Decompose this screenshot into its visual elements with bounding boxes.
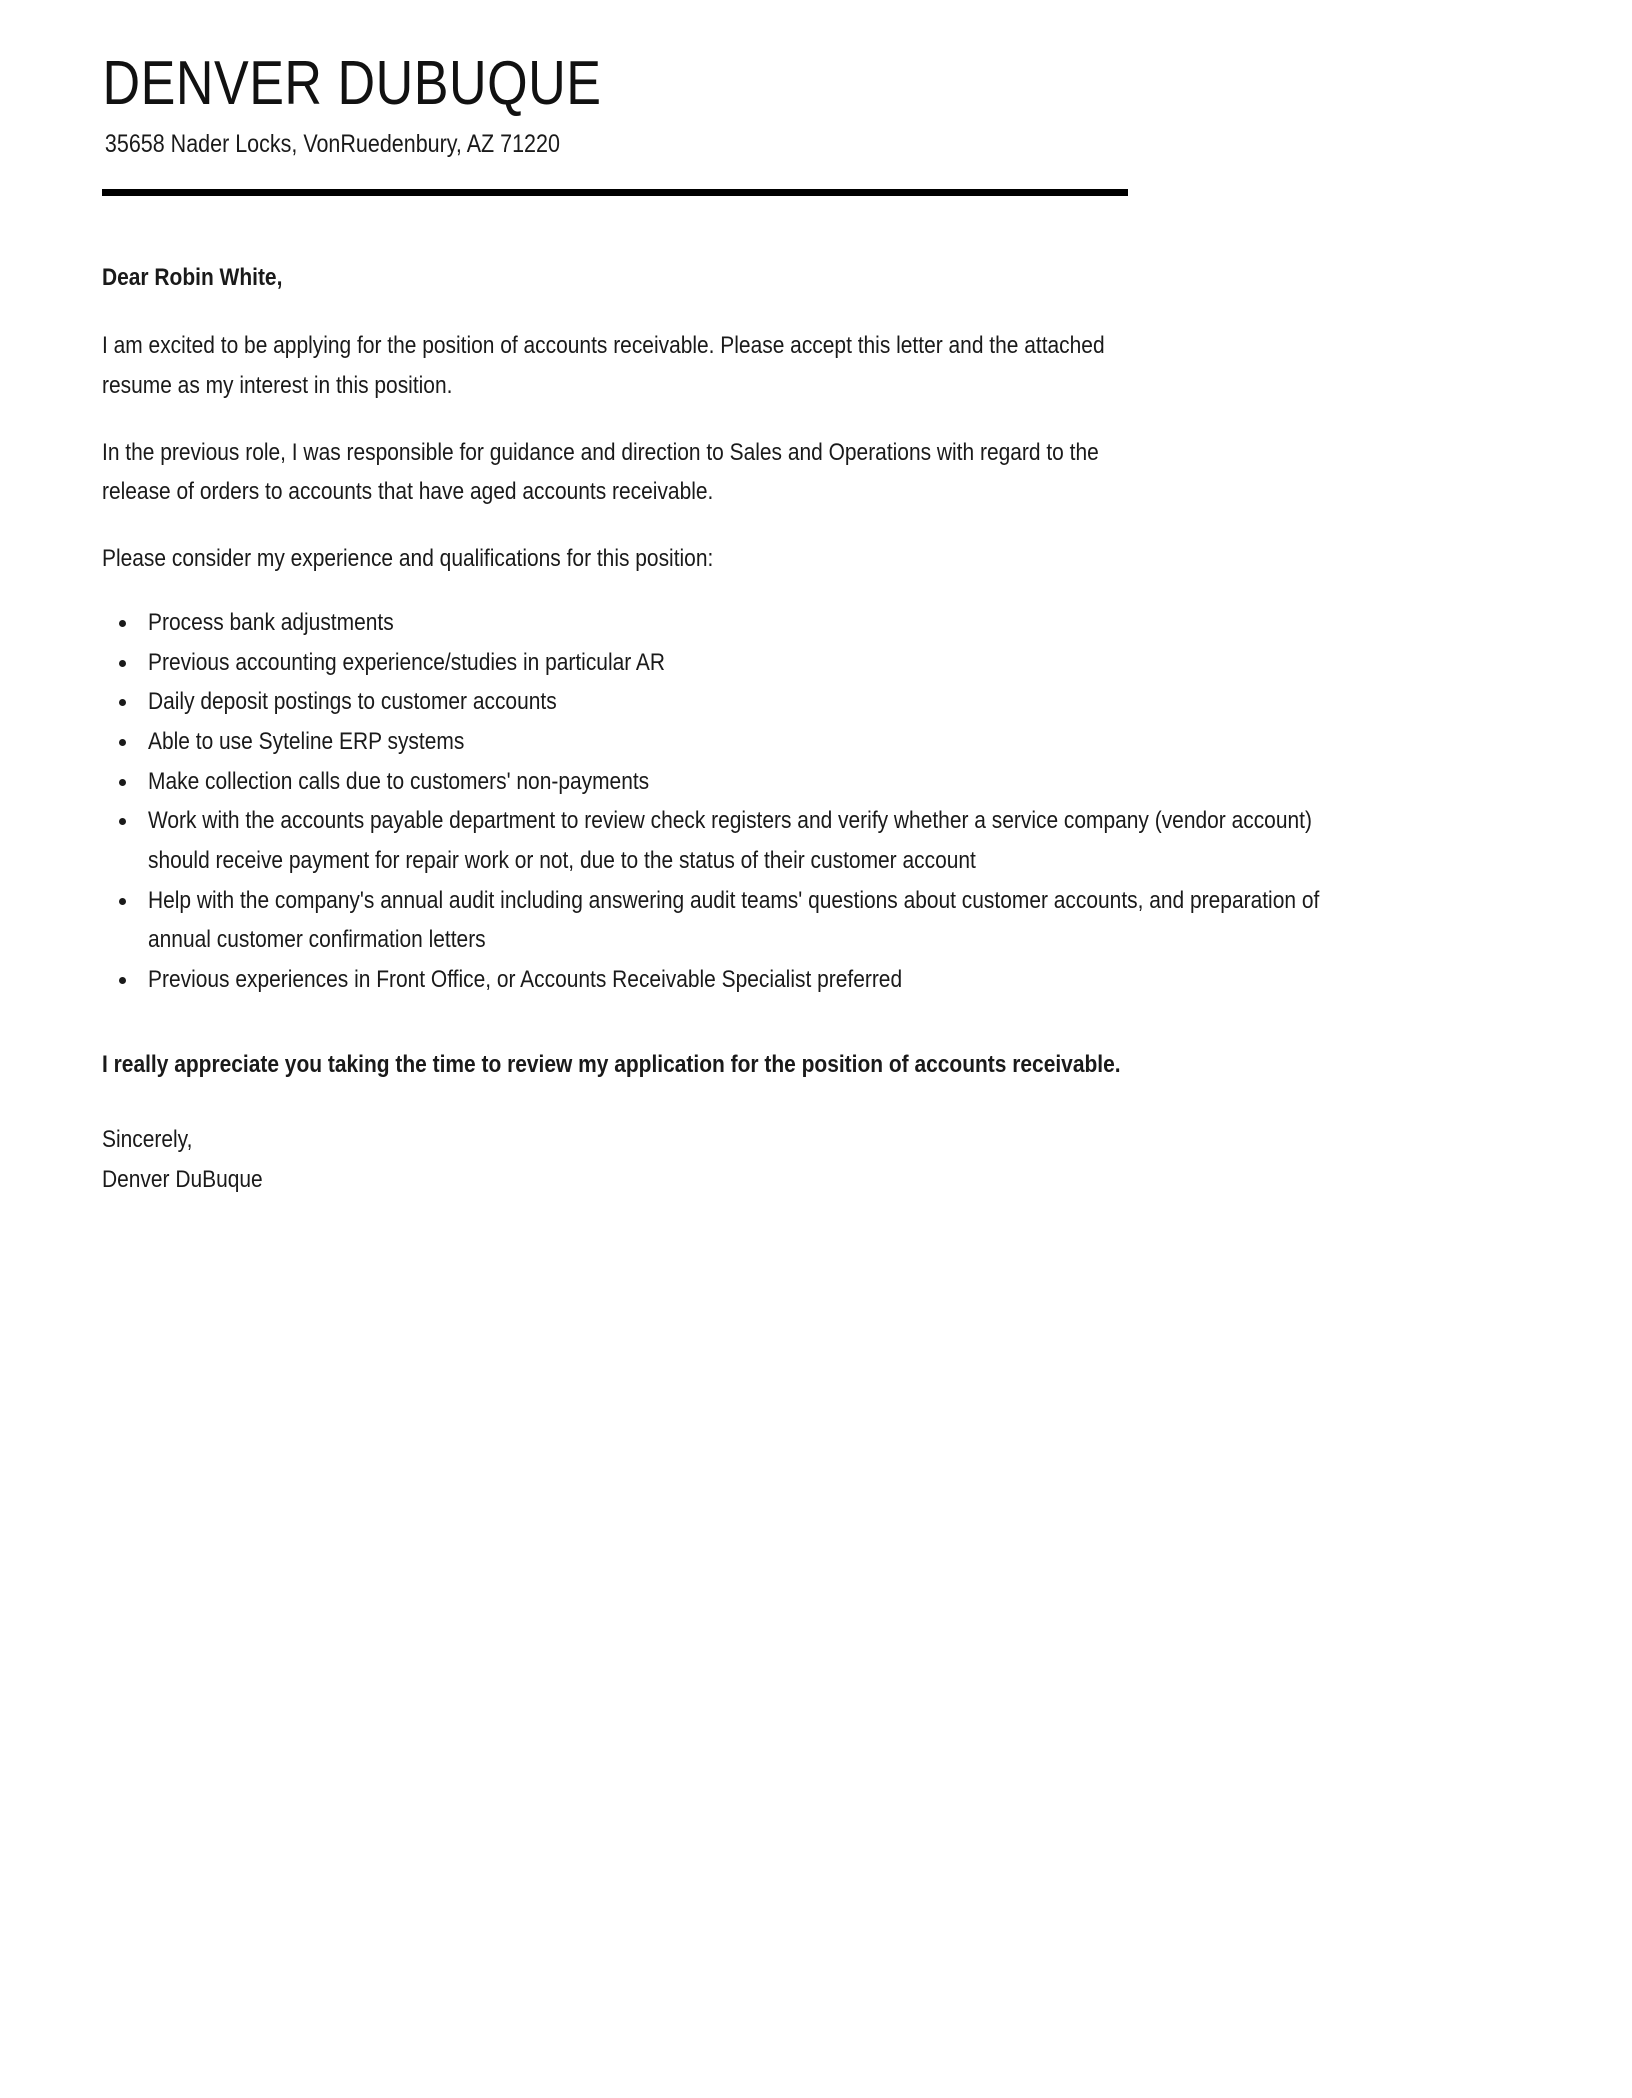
list-item <box>102 643 1342 683</box>
list-item-text: Previous accounting experience/studies in particular AR <box>148 648 665 676</box>
list-item-text: Able to use Syteline ERP systems <box>148 727 465 755</box>
sender-address: 35658 Nader Locks, VonRuedenbury, AZ 71220 <box>104 130 560 159</box>
signature-block <box>102 1120 1632 1199</box>
header-divider-rule <box>102 189 1128 196</box>
letter-body <box>0 196 1632 1200</box>
letter-header <box>0 0 1632 196</box>
qualifications-list <box>102 603 1342 1000</box>
body-paragraph-3: Please consider my experience and qualifications for this position: <box>102 545 714 573</box>
list-item <box>102 722 1342 762</box>
list-item-text: Previous experiences in Front Office, or Accounts Receivable Specialist preferred <box>148 966 903 994</box>
body-paragraph-2: In the previous role, I was responsible for guidance and direction to Sales and Operations with regard to the release of orders to accounts that have aged accounts receivable. <box>102 438 1099 506</box>
list-item-text: Process bank adjustments <box>148 608 394 636</box>
list-item-text: Work with the accounts payable department to review check registers and verify whether a service company (vendor account) should receive payment for repair work or not, due to the status of their customer account <box>148 807 1312 874</box>
signature-name: Denver DuBuque <box>102 1166 263 1194</box>
list-item-text: Daily deposit postings to customer accounts <box>148 688 557 716</box>
list-item <box>102 881 1342 960</box>
list-item <box>102 762 1342 802</box>
sender-name-heading: DENVER DUBUQUE <box>102 49 602 118</box>
list-item-text: Make collection calls due to customers' non-payments <box>148 767 650 795</box>
list-item-text: Help with the company's annual audit including answering audit teams' questions about customer accounts, and preparation of annual customer confirmation letters <box>148 886 1320 954</box>
list-item <box>102 603 1342 643</box>
closing-statement: I really appreciate you taking the time to review my application for the position of accounts receivable. <box>102 1050 1121 1078</box>
salutation: Dear Robin White, <box>102 263 283 291</box>
signoff: Sincerely, <box>102 1126 193 1154</box>
list-item <box>102 960 1342 1000</box>
body-paragraph-1: I am excited to be applying for the position of accounts receivable. Please accept this letter and the attached resume as my interest in this position. <box>102 332 1105 400</box>
list-item <box>102 682 1342 722</box>
list-item <box>102 801 1342 880</box>
